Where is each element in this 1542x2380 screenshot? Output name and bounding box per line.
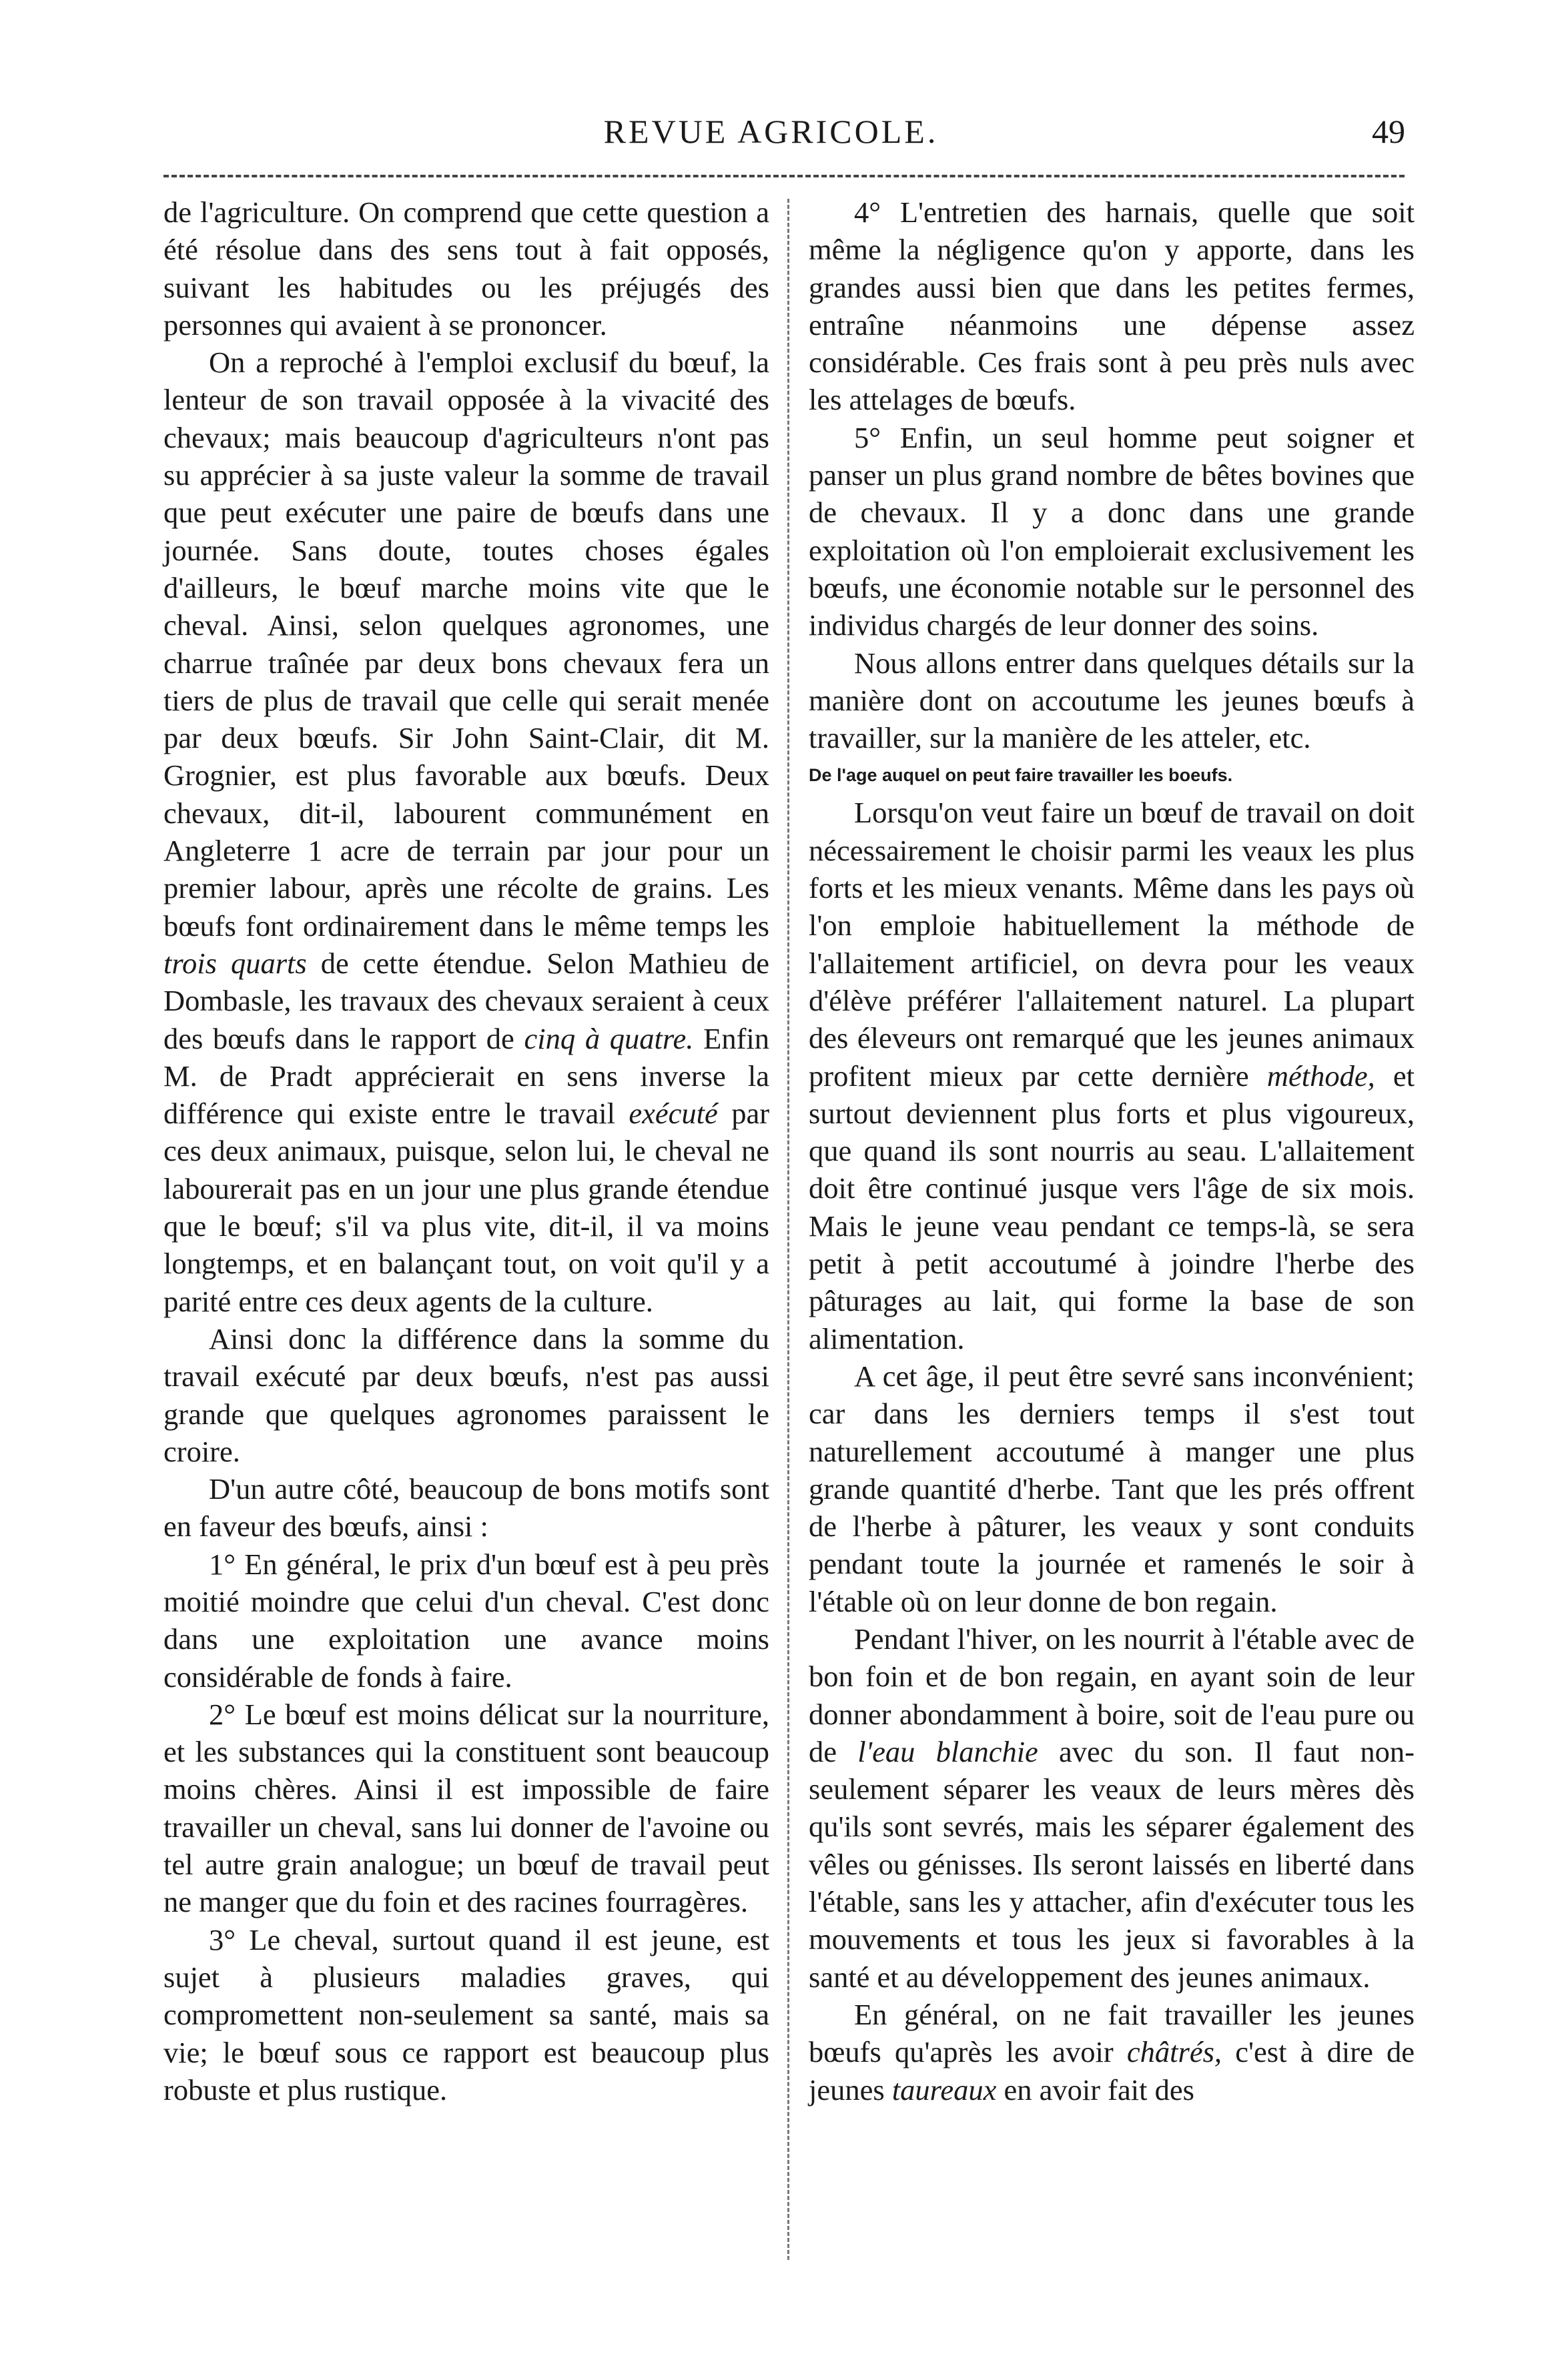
- paragraph: [163, 344, 769, 1320]
- italic-text: méthode,: [1266, 1059, 1375, 1093]
- paragraph: 1° En général, le prix d'un bœuf est à peu près moitié moindre que celui d'un cheval. C'est donc dans une exploitation une avance moins considérable de fonds à faire.: [163, 1547, 769, 1694]
- paragraph: [809, 1996, 1415, 2109]
- paragraph: 4° L'entretien des harnais, quelle que soit même la négligence qu'on y apporte, dans les grandes aussi bien que dans les petites fermes, entraîne néanmoins une dépense assez considérable. Ces frais sont à peu près nuls avec les attelages de bœufs.: [809, 195, 1415, 417]
- side-heading: De l'age auquel on peut faire travailler les boeufs.: [809, 765, 1233, 786]
- running-title: REVUE AGRICOLE.: [603, 113, 939, 150]
- italic-text: taureaux: [891, 2072, 997, 2107]
- text-run: et surtout deviennent plus forts et plus vigoureux, que quand ils sont nourris au seau. L'allaitement doit être continué jusque vers l'âge de six mois. Mais le jeune veau pendant ce temps-là, se sera petit à petit accoutumé à joindre l'herbe des pâturages au lait, qui forme la base de son alimentation.: [809, 1059, 1415, 1355]
- header-rule: [163, 175, 1405, 177]
- paragraph: [809, 1620, 1415, 1996]
- italic-text: cinq à quatre.: [524, 1021, 694, 1055]
- text-run: avec du son. Il faut non-seulement séparer les veaux de leurs mères dès qu'ils sont sevrés, mais les séparer également des vêles ou génisses. Ils seront laissés en liberté dans l'étable, sans les y attacher, afin d'exécuter tous les mouvements et tous les jeux si favorables à la santé et au développement des jeunes animaux.: [809, 1734, 1415, 1994]
- text-run: En général, on ne fait travailler les jeunes bœufs qu'après les avoir: [809, 1997, 1415, 2069]
- italic-text: trois quarts: [163, 946, 307, 980]
- right-column: [809, 193, 1415, 2109]
- paragraph: D'un autre côté, beaucoup de bons motifs sont en faveur des bœufs, ainsi :: [163, 1472, 769, 1544]
- paragraph: Ainsi donc la différence dans la somme du travail exécuté par deux bœufs, n'est pas aussi grande que quelques agronomes paraissent le croire.: [163, 1321, 769, 1468]
- text-run: Pendant l'hiver, on les nourrit à l'étable avec de bon foin et de bon regain, en ayant soin de leur donner abondamment à boire, soit de l'eau pure ou de: [809, 1622, 1415, 1768]
- page-number: 49: [1372, 113, 1405, 150]
- text-run: On a reproché à l'emploi exclusif du bœuf, la lenteur de son travail opposée à la vivacité des chevaux; mais beaucoup d'agriculteurs n'ont pas su apprécier à sa juste valeur la somme de travail que peut exécuter une paire de bœufs dans une journée. Sans doute, toutes choses égales d'ailleurs, le bœuf marche moins vite que le cheval. Ainsi, selon quelques agronomes, une charrue traînée par deux bons chevaux fera un tiers de plus de travail que celle qui serait menée par deux bœufs. Sir John Saint-Clair, dit M. Grognier, est plus favorable aux bœufs. Deux chevaux, dit-il, labourent communément en Angleterre 1 acre de terrain par jour pour un premier labour, après une récolte de grains. Les bœufs font ordinairement dans le même temps les: [163, 346, 769, 943]
- left-column: [163, 193, 769, 2109]
- italic-text: l'eau blanchie: [857, 1734, 1038, 1768]
- paragraph: 5° Enfin, un seul homme peut soigner et panser un plus grand nombre de bêtes bovines que de chevaux. Il y a donc dans une grande exploitation où l'on emploierait exclusivement les bœufs, une économie notable sur le personnel des individus chargés de leur donner des soins.: [809, 420, 1415, 642]
- paragraph: Nous allons entrer dans quelques détails sur la manière dont on accoutume les jeunes bœufs à travailler, sur la manière de les atteler, etc.: [809, 646, 1415, 755]
- text-run: par ces deux animaux, puisque, selon lui, le cheval ne labourerait pas en un jour une plus grande étendue que le bœuf; s'il va plus vite, dit-il, il va moins longtemps, et en balançant tout, on voit qu'il y a parité entre ces deux agents de la culture.: [163, 1097, 770, 1318]
- italic-text: exécuté: [629, 1097, 718, 1131]
- paragraph: [809, 794, 1415, 1357]
- paragraph: A cet âge, il peut être sevré sans inconvénient; car dans les derniers temps il s'est tout naturellement accoutumé à manger une plus grande quantité d'herbe. Tant que les prés offrent de l'herbe à pâturer, les veaux y sont conduits pendant toute la journée et ramenés le soir à l'étable où on leur donne de bon regain.: [809, 1359, 1415, 1618]
- paragraph: 3° Le cheval, surtout quand il est jeune, est sujet à plusieurs maladies graves, qui compromettent non-seulement sa santé, mais sa vie; le bœuf sous ce rapport est beaucoup plus robuste et plus rustique.: [163, 1922, 769, 2107]
- text-run: Lorsqu'on veut faire un bœuf de travail on doit nécessairement le choisir parmi les veaux les plus forts et les mieux venants. Même dans les pays où l'on emploie habituellement la méthode de l'allaitement artificiel, on devra pour les veaux d'élève préférer l'allaitement naturel. La plupart des éleveurs ont remarqué que les jeunes animaux profitent mieux par cette dernière: [809, 796, 1415, 1093]
- text-run: de cette étendue. Selon Mathieu de Dombasle, les travaux des chevaux seraient à ceux des bœufs dans le rapport de: [163, 946, 770, 1055]
- paragraph: de l'agriculture. On comprend que cette question a été résolue dans des sens tout à fait opposés, suivant les habitudes ou les préjugés des personnes qui avaient à se prononcer.: [163, 195, 769, 342]
- paragraph: 2° Le bœuf est moins délicat sur la nourriture, et les substances qui la constituent sont beaucoup moins chères. Ainsi il est impossible de faire travailler un cheval, sans lui donner de l'avoine ou tel autre grain analogue; un bœuf de travail peut ne manger que du foin et des racines fourragères.: [163, 1697, 769, 1919]
- italic-text: châtrés,: [1126, 2035, 1222, 2069]
- running-head: [0, 112, 1542, 165]
- column-divider: [787, 199, 789, 2260]
- text-run: c'est à dire de jeunes: [809, 2035, 1415, 2107]
- text-run: Enfin M. de Pradt apprécierait en sens inverse la différence qui existe entre le travail: [163, 1021, 770, 1131]
- text-run: en avoir fait des: [1004, 2072, 1194, 2107]
